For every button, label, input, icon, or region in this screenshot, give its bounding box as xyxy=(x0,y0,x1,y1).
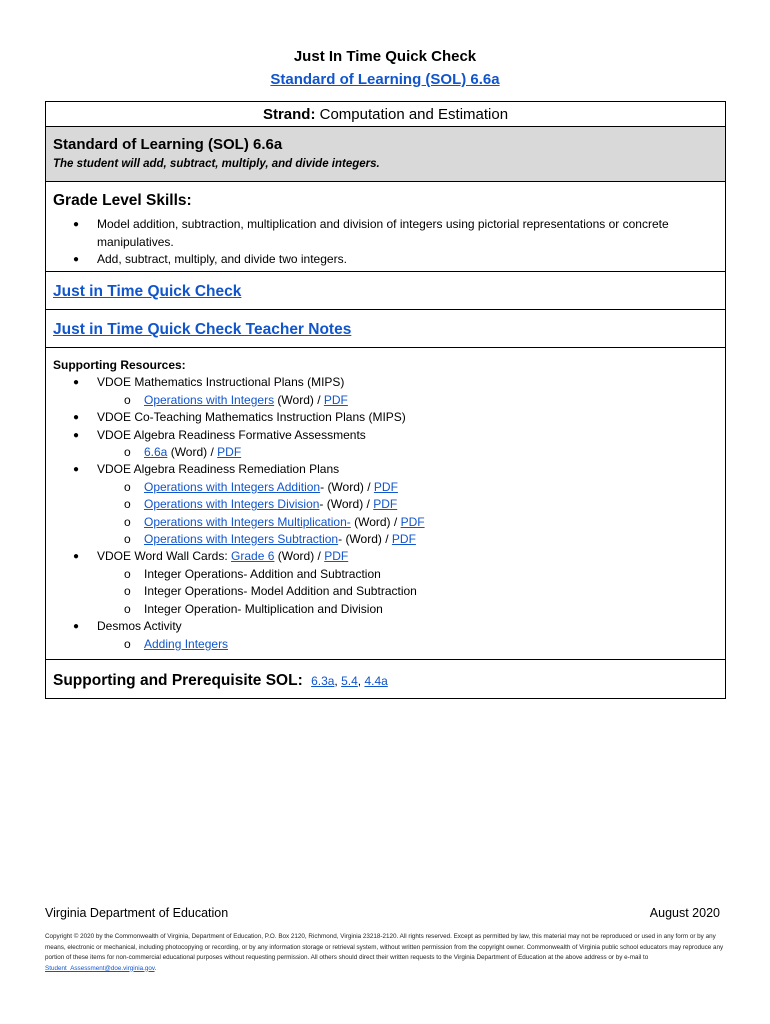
skills-heading: Grade Level Skills: xyxy=(53,192,192,209)
resource-item: ● VDOE Word Wall Cards: Grade 6 (Word) / PDF o Integer Operations- Addition and Subtraction o Integer Operations- Model Addition and Subtraction o Integer Operation- Multiplication and Division xyxy=(53,548,718,618)
subtraction-word-link[interactable]: Operations with Integers Subtraction xyxy=(144,532,339,547)
resource-subitem: o 6.6a (Word) / PDF xyxy=(124,445,242,460)
resource-subitem: o Integer Operation- Multiplication and Division xyxy=(124,601,383,616)
prereq-link-6-3a[interactable]: 6.3a xyxy=(311,674,335,688)
mips-pdf-link[interactable]: PDF xyxy=(323,392,348,407)
formative-pdf-link[interactable]: PDF xyxy=(217,445,242,460)
resource-subitem: o Operations with Integers Division- (Word) / PDF xyxy=(124,497,398,512)
sol-link[interactable]: Standard of Learning (SOL) 6.6a xyxy=(270,71,500,88)
document-title: Just In Time Quick Check xyxy=(293,48,477,65)
addition-word-link[interactable]: Operations with Integers Addition xyxy=(144,479,321,494)
prereq-links: 6.3a, 5.4, 4.4a xyxy=(311,674,388,688)
prereq-link-5-4[interactable]: 5.4 xyxy=(341,674,358,688)
footer-date: August 2020 xyxy=(649,906,720,920)
wordwall-pdf-link[interactable]: PDF xyxy=(324,549,349,564)
resources-heading: Supporting Resources: xyxy=(53,358,186,372)
prereq-heading: Supporting and Prerequisite SOL: xyxy=(53,672,303,689)
addition-pdf-link[interactable]: PDF xyxy=(373,479,398,494)
wordwall-link[interactable]: Grade 6 xyxy=(231,549,275,564)
desmos-link[interactable]: Adding Integers xyxy=(144,636,229,651)
skills-row xyxy=(46,182,725,272)
teacher-notes-link[interactable]: Just in Time Quick Check Teacher Notes xyxy=(53,321,352,338)
sol-row xyxy=(46,127,725,182)
resource-subitem: o Operations with Integers Addition- (Word) / PDF xyxy=(124,479,398,494)
skills-list xyxy=(53,216,718,269)
resource-subitem: o Integer Operations- Addition and Subtraction xyxy=(124,566,381,581)
subtraction-pdf-link[interactable]: PDF xyxy=(391,532,416,547)
quick-check-row xyxy=(46,272,725,310)
sol-description: The student will add, subtract, multiply, and divide integers. xyxy=(53,158,380,170)
resource-subitem: o Integer Operations- Model Addition and Subtraction xyxy=(124,584,417,599)
strand-value: Computation and Estimation xyxy=(319,106,509,123)
document-subtitle[interactable] xyxy=(0,71,770,88)
resource-item: ● VDOE Algebra Readiness Remediation Plans o Operations with Integers Addition- (Word) / PDF o Operations with Integers Division- (Word) / PDF o Operations with Integers Multiplication- (Word) / PDF o Operations with Integers Subtraction- (Word) / PDF xyxy=(53,461,718,548)
resource-subitem: o Operations with Integers (Word) / PDF xyxy=(124,392,348,407)
email-link[interactable]: Student_Assessment@doe.virginia.gov xyxy=(45,964,155,972)
strand-row xyxy=(46,102,725,127)
formative-word-link[interactable]: 6.6a xyxy=(144,445,168,460)
resource-item: ● VDOE Co-Teaching Mathematics Instruction Plans (MIPS) xyxy=(53,409,718,426)
copyright-notice: Copyright © 2020 by the Commonwealth of Virginia, Department of Education, P.O. Box 2120, Richmond, Virginia 23218-2120. All rights reserved. Except as permitted by law, this material may not be reproduced or used in any form or by any means, electronic or mechanical, including photocopying or recording, or by any information storage or retrieval system, without written permission from the copyright owner. Commonwealth of Virginia public school educators may reproduce any portion of these items for non-commercial educational purposes without requesting permission. All others should direct their written requests to the Virginia Department of Education at the above address or by e-mail to Student_Assessment@doe.virginia.gov. xyxy=(45,933,724,972)
resource-item: ● Desmos Activity o Adding Integers xyxy=(53,618,718,653)
prereq-row xyxy=(46,660,725,698)
footer-organization: Virginia Department of Education xyxy=(45,906,229,920)
skill-item: ● Add, subtract, multiply, and divide two integers. xyxy=(53,251,718,269)
multiplication-word-link[interactable]: Operations with Integers Multiplication- xyxy=(144,514,351,529)
division-pdf-link[interactable]: PDF xyxy=(373,497,398,512)
resource-subitem: o Operations with Integers Multiplication- (Word) / PDF xyxy=(124,514,425,529)
sol-heading: Standard of Learning (SOL) 6.6a xyxy=(53,136,283,153)
mips-word-link[interactable]: Operations with Integers xyxy=(144,392,275,407)
resource-item: ● VDOE Algebra Readiness Formative Assessments o 6.6a (Word) / PDF xyxy=(53,427,718,462)
resources-list xyxy=(53,374,718,653)
content-table xyxy=(45,101,726,699)
strand-label: Strand: xyxy=(262,106,316,123)
resource-subitem: o Operations with Integers Subtraction- (Word) / PDF xyxy=(124,532,416,547)
quick-check-link[interactable]: Just in Time Quick Check xyxy=(53,283,242,300)
division-word-link[interactable]: Operations with Integers Division xyxy=(144,497,320,512)
prereq-link-4-4a[interactable]: 4.4a xyxy=(364,674,388,688)
resources-row xyxy=(46,348,725,660)
resource-item: ● VDOE Mathematics Instructional Plans (MIPS) o Operations with Integers (Word) / PDF xyxy=(53,374,718,409)
teacher-notes-row xyxy=(46,310,725,348)
skill-item: ● Model addition, subtraction, multiplication and division of integers using pictorial representations or concrete manipulatives. xyxy=(53,216,718,251)
multiplication-pdf-link[interactable]: PDF xyxy=(400,514,425,529)
resource-subitem: o Adding Integers xyxy=(124,636,229,651)
